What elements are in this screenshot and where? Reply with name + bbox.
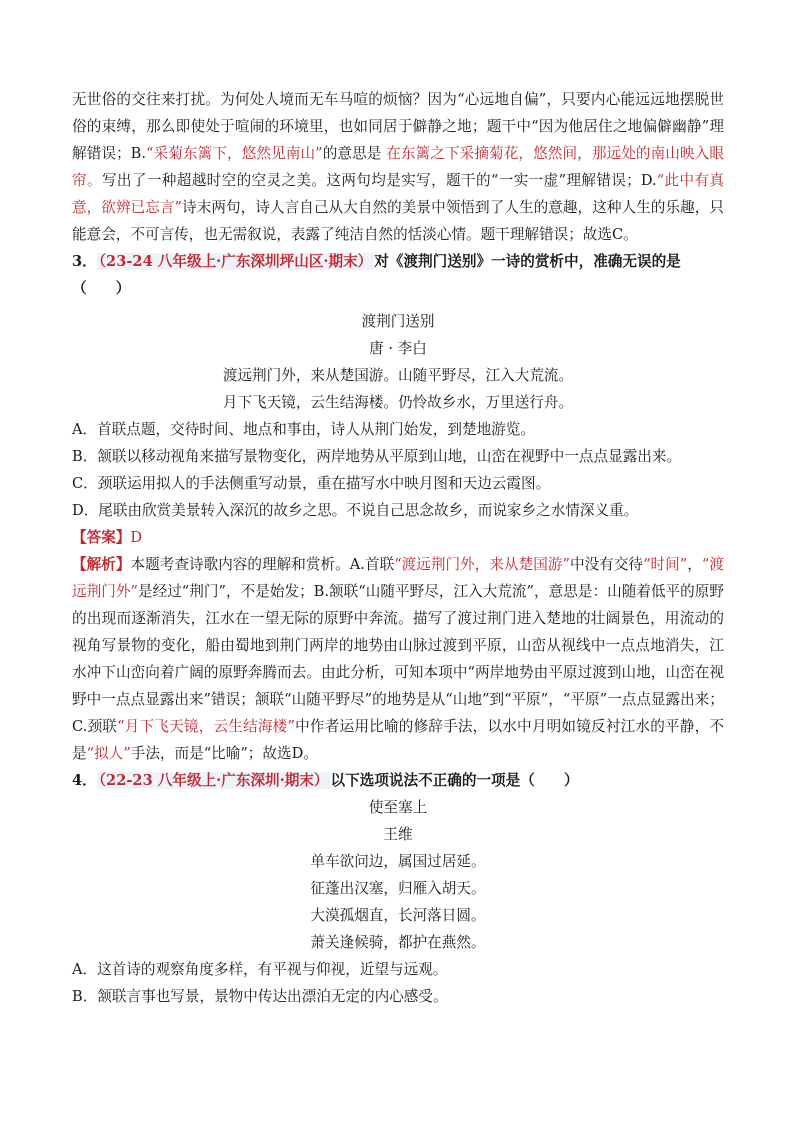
quoted-line: “月下飞天镜，云生结海楼” bbox=[117, 718, 295, 735]
question-text: 对《渡荆门送别》一诗的赏析中，准确无误的是 bbox=[374, 253, 681, 270]
answer-value: D bbox=[130, 529, 143, 546]
poem-line: 大漠孤烟直，长河落日圆。 bbox=[310, 907, 486, 924]
question-number: 3． bbox=[72, 253, 97, 270]
analysis-text: 中作者运用比喻的修辞手法，以水中月明如镜反衬江水的平静，不是 bbox=[72, 718, 724, 762]
poem-title: 渡荆门送别 bbox=[361, 313, 435, 330]
question-3-stem bbox=[72, 248, 724, 302]
previous-analysis-continuation bbox=[72, 86, 724, 248]
quoted-term: “拟人” bbox=[86, 745, 131, 762]
analysis-text: 诗末两句，诗人言自己从大自然的美景中领悟到了人生的意趣，这种人生的乐趣，只能意会，不可言传，也无需叙说，表露了纯洁自然的恬淡心情。题干理解错误；故选C。 bbox=[72, 199, 724, 243]
analysis-label: 【解析】 bbox=[72, 556, 131, 573]
quoted-line: “渡远荆门外” bbox=[72, 556, 724, 600]
option-c: C．颈联运用拟人的手法侧重写动景，重在描写水中映月图和天边云霞图。 bbox=[72, 475, 551, 492]
option-b: B．颔联以移动视角来描写景物变化，两岸地势从平原到山地，山峦在视野中一点点显露出来。 bbox=[72, 448, 682, 465]
poem-author: 唐 · 李白 bbox=[369, 340, 427, 357]
answer-blank: （ ） bbox=[72, 280, 131, 297]
answer-label: 【答案】 bbox=[72, 529, 131, 546]
analysis-paragraph bbox=[72, 551, 724, 767]
quoted-meaning: 在东篱之下采摘菊花，悠然间，那远处的南山映入眼帘。 bbox=[72, 145, 724, 189]
poem-title: 使至塞上 bbox=[368, 799, 428, 816]
poem-line: 萧关逢候骑，都护在燕然。 bbox=[310, 934, 486, 951]
analysis-text: 写出了一种超越时空的空灵之美。这两句均是实写，题干的“一实一虚”理解错误；D. bbox=[101, 172, 657, 189]
poem-line: 渡远荆门外，来从楚国游。山随平野尽，江入大荒流。 bbox=[222, 367, 574, 384]
poem-block bbox=[72, 308, 724, 416]
answer-line bbox=[72, 524, 724, 551]
poem-line: 征蓬出汉塞，归雁入胡天。 bbox=[310, 880, 486, 897]
option-a: A．首联点题，交待时间、地点和事由，诗人从荆门始发，到楚地游览。 bbox=[72, 421, 535, 438]
analysis-text: 本题考查诗歌内容的理解和赏析。A.首联 bbox=[130, 556, 395, 573]
question-text: 以下选项说法不正确的一项是 bbox=[330, 772, 521, 789]
quoted-term: “时间” bbox=[643, 556, 688, 573]
poem-block bbox=[72, 794, 724, 956]
analysis-text: 无世俗的交往来打扰。为何处人境而无车马喧的烦恼？因为“心远地自偏”，只要内心能远远地摆脱世俗的束缚，那么即使处于喧闹的环境里，也如同居于僻静之地；题干中“因为他居住之地偏僻幽静”理解错误；B. bbox=[72, 91, 724, 162]
poem-line: 月下飞天镜，云生结海楼。仍怜故乡水，万里送行舟。 bbox=[222, 394, 574, 411]
quoted-line: “此中有真意，欲辨已忘言” bbox=[72, 172, 724, 216]
quoted-line: “采菊东篱下，悠然见南山” bbox=[146, 145, 323, 162]
option-b: B．颔联言事也写景，景物中传达出漂泊无定的内心感受。 bbox=[72, 988, 448, 1005]
analysis-text: 中没有交待 bbox=[569, 556, 644, 573]
analysis-text: 是经过“荆门”，不是始发；B.颔联“山随平野尽，江入大荒流”，意思是：山随着低平的原野的出现而逐渐消失，江水在一望无际的原野中奔流。描写了渡过荆门进入楚地的壮阔景色，用流动的视角写景物的变化，船由蜀地到荆门两岸的地势由山脉过渡到平原，山峦从视线中一点点地消失，江水冲下山峦向着广阔的原野奔腾而去。由此分析，可知本项中“两岸地势由平原过渡到山地，山峦在视野中一点点显露出来”错误；颔联“山随平野尽”的地势是从“山地”到“平原”，“平原”一点点显露出来；C.颈联 bbox=[72, 583, 724, 735]
poem-author: 王维 bbox=[383, 826, 413, 843]
analysis-text: 的意思是 bbox=[322, 145, 382, 162]
source-tag: （23-24 八年级上·广东深圳坪山区·期末） bbox=[98, 253, 373, 270]
poem-line: 单车欲问边，属国过居延。 bbox=[310, 853, 486, 870]
answer-blank: （ ） bbox=[520, 772, 579, 789]
analysis-text: 手法，而是“比喻”；故选D。 bbox=[130, 745, 318, 762]
option-d: D．尾联由欣赏美景转入深沉的故乡之思。不说自己思念故乡，而说家乡之水情深义重。 bbox=[72, 502, 639, 519]
document-page bbox=[72, 86, 724, 1010]
quoted-line: “渡远荆门外，来从楚国游” bbox=[394, 556, 570, 573]
question-4-stem bbox=[72, 767, 724, 794]
option-a: A．这首诗的观察角度多样，有平视与仰视，近望与远观。 bbox=[72, 961, 448, 978]
source-tag: （22-23 八年级上·广东深圳·期末） bbox=[98, 772, 329, 789]
analysis-text: ， bbox=[687, 556, 702, 573]
question-number: 4． bbox=[72, 772, 97, 789]
